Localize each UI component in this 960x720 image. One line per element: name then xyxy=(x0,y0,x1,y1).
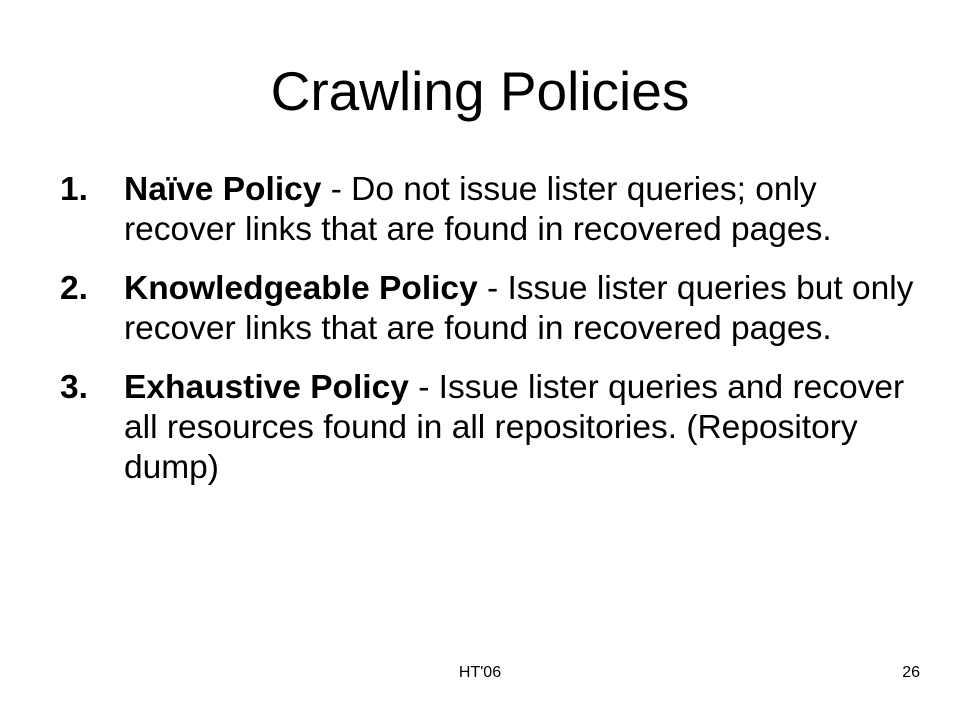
policy-name: Knowledgeable Policy xyxy=(124,270,478,307)
policy-name: Exhaustive Policy xyxy=(124,369,409,406)
list-item-number: 1. xyxy=(60,171,88,208)
policy-description: - Issue lister queries but only recover links that are found in recovered pages. xyxy=(124,270,914,347)
slide-title: Crawling Policies xyxy=(270,60,690,122)
policy-name: Naïve Policy xyxy=(124,171,322,208)
policy-list xyxy=(60,170,920,507)
list-item-number: 2. xyxy=(60,270,88,307)
list-item-number: 3. xyxy=(60,369,88,406)
list-item-knowledgeable-policy xyxy=(60,269,920,349)
policy-description: - Issue lister queries and recover all resources found in all repositories. (Repository dump) xyxy=(124,369,905,486)
page-number: 26 xyxy=(902,664,920,681)
footer-text: HT'06 xyxy=(458,664,502,681)
list-item-exhaustive-policy xyxy=(60,368,920,488)
list-item-naive-policy xyxy=(60,170,920,250)
policy-description: - Do not issue lister queries; only recover links that are found in recovered pages. xyxy=(124,171,832,248)
